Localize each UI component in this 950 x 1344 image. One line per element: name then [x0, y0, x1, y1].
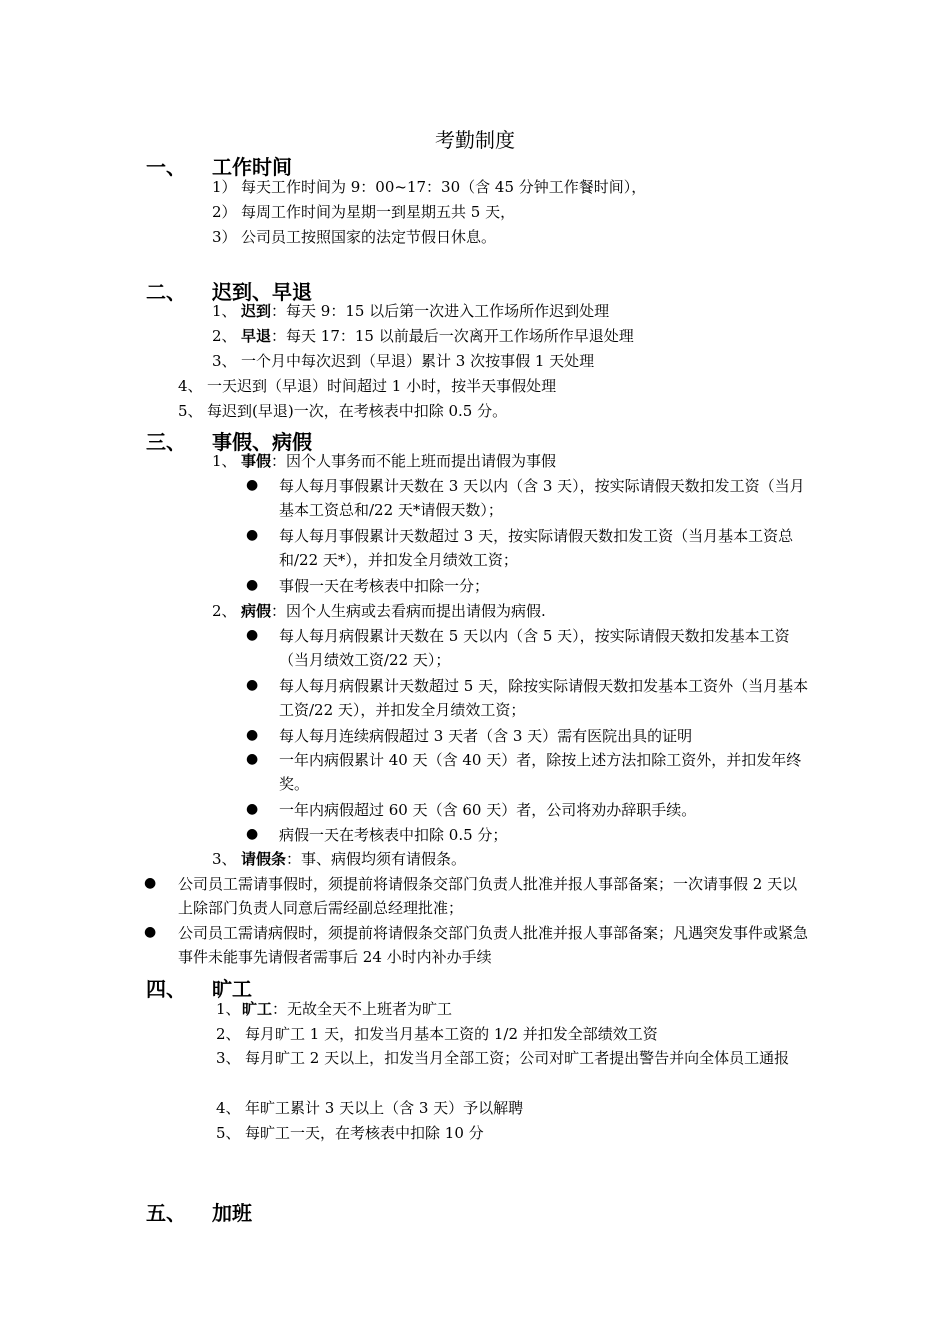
bullet-icon: ● [246, 527, 259, 543]
section-number: 四、 [146, 977, 186, 1001]
bullet-icon: ● [246, 751, 259, 767]
bullet-icon: ● [246, 727, 259, 743]
list-item: 1、 迟到：每天 9：15 以后第一次进入工作场所作迟到处理 [212, 302, 610, 320]
section-title: 事假、病假 [212, 430, 312, 454]
bullet-icon: ● [246, 627, 259, 643]
section-4-heading [146, 973, 252, 1002]
list-item: 2） 每周工作时间为星期一到星期五共 5 天， [212, 203, 516, 221]
section-5-heading [146, 1197, 252, 1226]
list-item: 3、 请假条：事、病假均须有请假条。 [212, 850, 467, 868]
section-title: 迟到、早退 [212, 280, 312, 304]
list-item: 3） 公司员工按照国家的法定节假日休息。 [212, 228, 497, 246]
list-item: 5、 每迟到(早退)一次，在考核表中扣除 0.5 分。 [178, 402, 508, 420]
list-item: 3、 每月旷工 2 天以上，扣发当月全部工资；公司对旷工者提出警告并向全体员工通报 [216, 1049, 790, 1067]
list-item: 4、 年旷工累计 3 天以上（含 3 天）予以解聘 [216, 1099, 524, 1117]
section-number: 二、 [146, 280, 186, 304]
section-title: 加班 [212, 1201, 252, 1225]
list-item: 每人每月事假累计天数超过 3 天，按实际请假天数扣发工资（当月基本工资总和/22 天*），并扣发全月绩效工资； [279, 527, 794, 569]
section-title: 工作时间 [212, 155, 292, 179]
section-number: 一、 [146, 155, 186, 179]
list-item: 一年内病假累计 40 天（含 40 天）者，除按上述方法扣除工资外，并扣发年终奖。 [279, 751, 802, 793]
bullet-icon: ● [246, 577, 259, 593]
section-3-heading [146, 426, 312, 455]
list-item: 每人每月连续病假超过 3 天者（含 3 天）需有医院出具的证明 [279, 727, 693, 745]
bullet-icon: ● [144, 875, 157, 891]
list-item: 2、 早退：每天 17：15 以前最后一次离开工作场所作早退处理 [212, 327, 634, 345]
list-item: 每人每月病假累计天数超过 5 天，除按实际请假天数扣发基本工资外（当月基本工资/22 天），并扣发全月绩效工资； [279, 677, 809, 719]
section-number: 五、 [146, 1201, 186, 1225]
section-number: 三、 [146, 430, 186, 454]
list-item: 每人每月病假累计天数在 5 天以内（含 5 天），按实际请假天数扣发基本工资（当月绩效工资/22 天）； [279, 627, 790, 669]
list-item: 4、 一天迟到（早退）时间超过 1 小时，按半天事假处理 [178, 377, 557, 395]
bullet-icon: ● [144, 924, 157, 940]
bullet-icon: ● [246, 677, 259, 693]
bullet-icon: ● [246, 801, 259, 817]
list-item: 每人每月事假累计天数在 3 天以内（含 3 天），按实际请假天数扣发工资（当月基本工资总和/22 天*请假天数）； [279, 477, 805, 519]
list-item: 病假一天在考核表中扣除 0.5 分； [279, 826, 508, 844]
list-item: 5、 每旷工一天，在考核表中扣除 10 分 [216, 1124, 484, 1142]
list-item: 事假一天在考核表中扣除一分； [279, 577, 490, 595]
bullet-icon: ● [246, 477, 259, 493]
section-title: 旷工 [212, 977, 252, 1001]
list-item: 1、旷工：无故全天不上班者为旷工 [216, 1000, 453, 1018]
list-item: 1） 每天工作时间为 9：00~17：30（含 45 分钟工作餐时间）， [212, 178, 647, 196]
list-item: 公司员工需请事假时，须提前将请假条交部门负责人批准并报人事部备案；一次请事假 2 天以上除部门负责人同意后需经副总经理批准； [178, 875, 798, 917]
list-item: 一年内病假超过 60 天（含 60 天）者，公司将劝办辞职手续。 [279, 801, 697, 819]
list-item: 1、 事假：因个人事务而不能上班而提出请假为事假 [212, 452, 557, 470]
list-item: 2、 病假：因个人生病或去看病而提出请假为病假. [212, 602, 546, 620]
list-item: 3、 一个月中每次迟到（早退）累计 3 次按事假 1 天处理 [212, 352, 595, 370]
bullet-icon: ● [246, 826, 259, 842]
section-2-heading [146, 276, 312, 305]
page-title: 考勤制度 [435, 128, 515, 152]
list-item: 2、 每月旷工 1 天，扣发当月基本工资的 1/2 并扣发全部绩效工资 [216, 1025, 658, 1043]
list-item: 公司员工需请病假时，须提前将请假条交部门负责人批准并报人事部备案；凡遇突发事件或紧急事件未能事先请假者需事后 24 小时内补办手续 [178, 924, 809, 966]
section-1-heading [146, 151, 292, 180]
